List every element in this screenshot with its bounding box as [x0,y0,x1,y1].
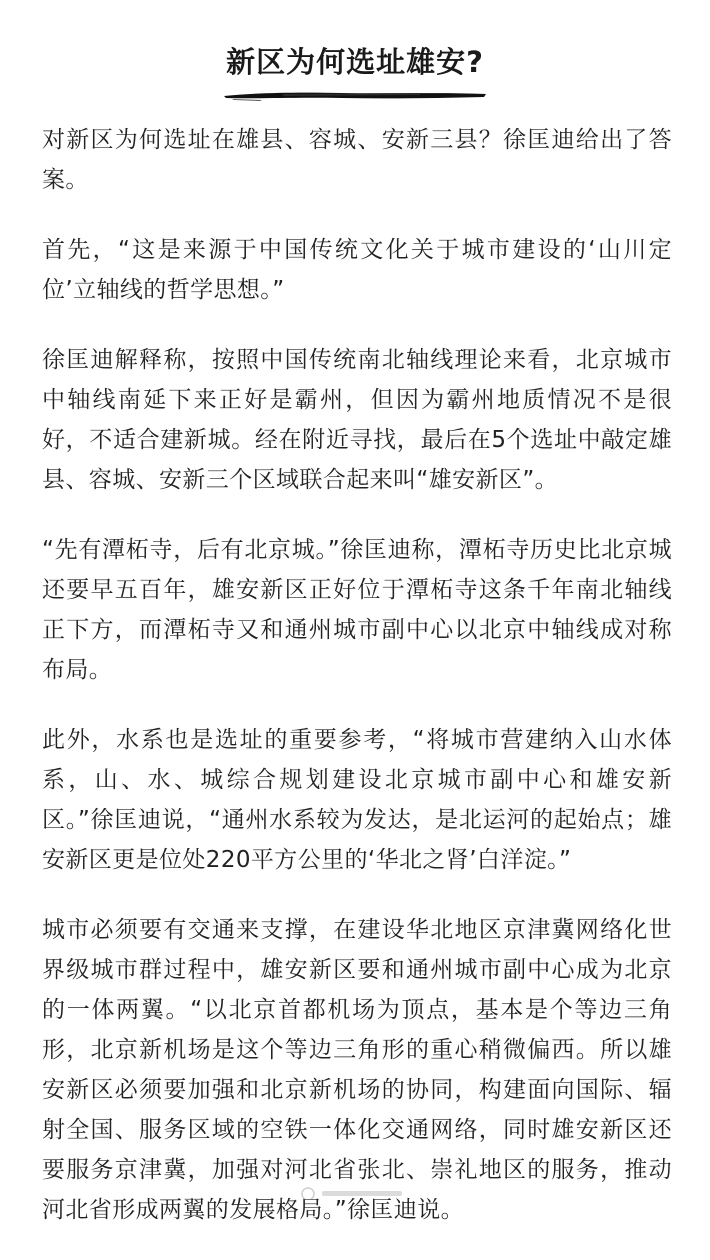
watermark-logo [300,1186,410,1200]
paragraph-2: 首先，“这是来源于中国传统文化关于城市建设的‘山川定位’立轴线的哲学思想。” [42,237,672,303]
paragraph-5: 此外，水系也是选址的重要参考，“将城市营建纳入山水体系，山、水、城综合规划建设北京城市副中心和雄安新区。”徐匡迪说，“通州水系较为发达，是北运河的起始点；雄安新区更是位处220平方公里的‘华北之肾’白洋淀。” [42,727,672,873]
paragraph-6: 城市必须要有交通来支撑，在建设华北地区京津冀网络化世界级城市群过程中，雄安新区要和通州城市副中心成为北京的一体两翼。“以北京首都机场为顶点，基本是个等边三角形，北京新机场是这个等边三角形的重心稍微偏西。所以雄安新区必须要加强和北京新机场的协同，构建面向国际、辐射全国、服务区域的空铁一体化交通网络，同时雄安新区还要服务京津冀，加强对河北省张北、崇礼地区的服务，推动河北省形成两翼的发展格局。”徐匡迪说。 [42,917,672,1223]
article-body [42,120,672,1260]
paragraph-4: “先有潭柘寺，后有北京城。”徐匡迪称，潭柘寺历史比北京城还要早五百年，雄安新区正好位于潭柘寺这条千年南北轴线正下方，而潭柘寺又和通州城市副中心以北京中轴线成对称布局。 [42,537,672,683]
paragraph-1: 对新区为何选址在雄县、容城、安新三县？徐匡迪给出了答案。 [42,127,672,193]
brush-stroke-divider [222,88,488,102]
article-title: 新区为何选址雄安? [226,45,484,79]
paragraph-3: 徐匡迪解释称，按照中国传统南北轴线理论来看，北京城市中轴线南延下来正好是霸州，但因为霸州地质情况不是很好，不适合建新城。经在附近寻找，最后在5个选址中敲定雄县、容城、安新三个区域联合起来叫“雄安新区”。 [42,347,672,493]
